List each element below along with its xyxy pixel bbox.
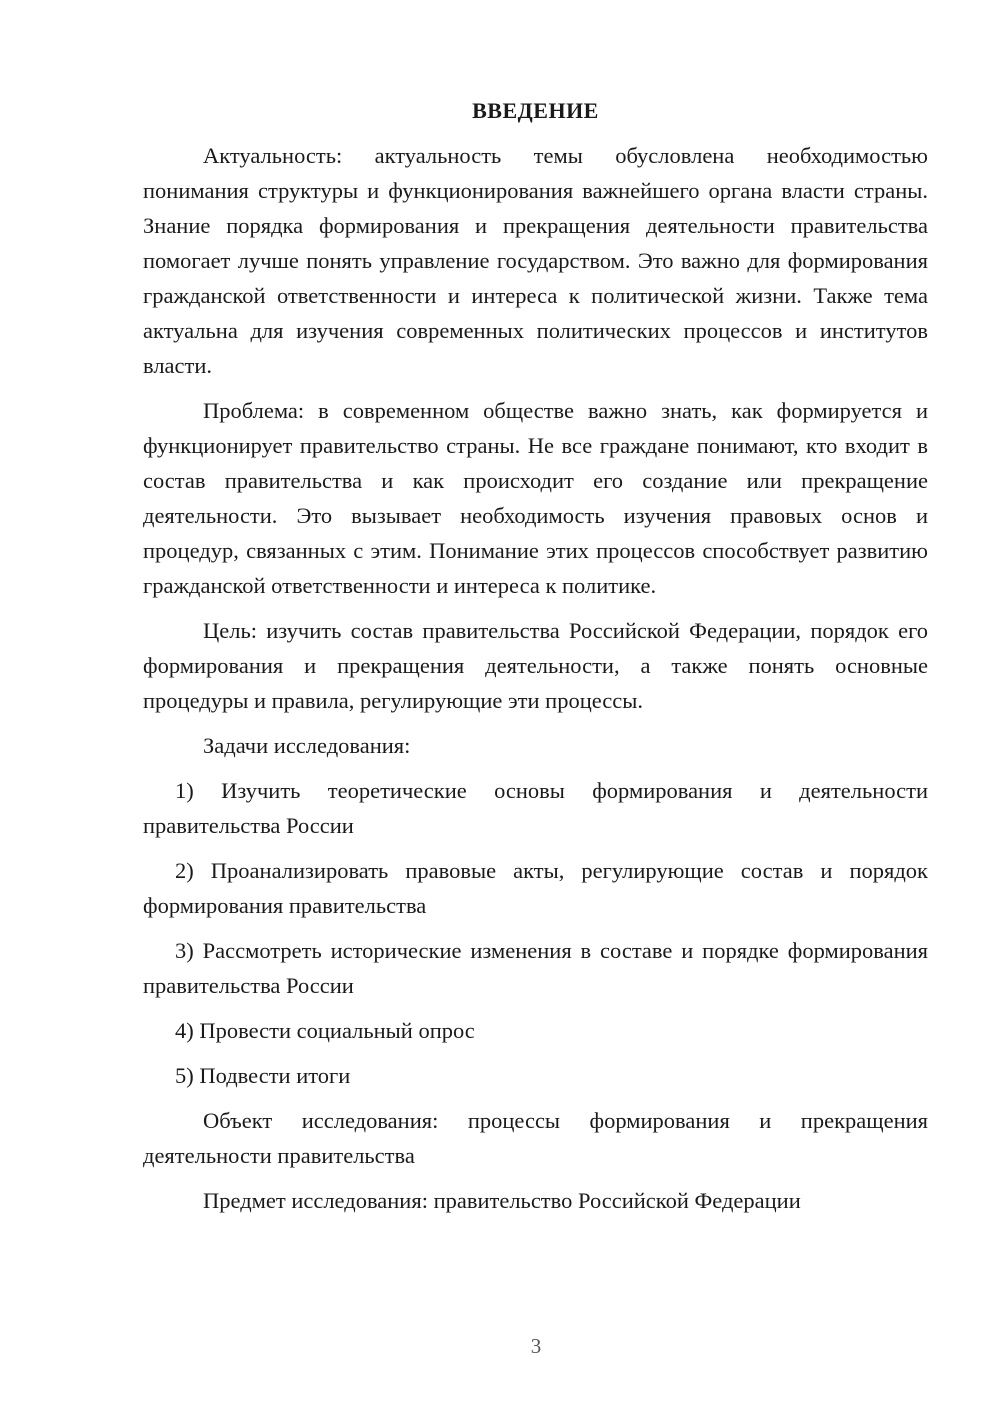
page-title: ВВЕДЕНИЕ bbox=[472, 98, 599, 123]
object-paragraph: Объект исследования: процессы формирования и прекращения деятельности правительства bbox=[143, 1108, 928, 1168]
subject-paragraph: Предмет исследования: правительство Российской Федерации bbox=[203, 1188, 801, 1213]
problem-paragraph: Проблема: в современном обществе важно знать, как формируется и функционирует правительство страны. Не все граждане понимают, кто входит в состав правительства и как происходит его создание или прекращение деятельности. Это вызывает необходимость изучения правовых основ и процедур, связанных с этим. Понимание этих процессов способствует развитию гражданской ответственности и интереса к политике. bbox=[143, 398, 928, 598]
task-item: 4) Провести социальный опрос bbox=[175, 1018, 475, 1043]
page-number: 3 bbox=[530, 1334, 542, 1358]
task-item: 2) Проанализировать правовые акты, регулирующие состав и порядок формирования правительства bbox=[143, 858, 928, 918]
goal-paragraph: Цель: изучить состав правительства Российской Федерации, порядок его формирования и прекращения деятельности, а также понять основные процедуры и правила, регулирующие эти процессы. bbox=[143, 618, 928, 713]
task-item: 3) Рассмотреть исторические изменения в составе и порядке формирования правительства России bbox=[143, 938, 928, 998]
tasks-heading: Задачи исследования: bbox=[203, 733, 411, 758]
relevance-paragraph: Актуальность: актуальность темы обусловлена необходимостью понимания структуры и функционирования важнейшего органа власти страны. Знание порядка формирования и прекращения деятельности правительства помогает лучше понять управление государством. Это важно для формирования гражданской ответственности и интереса к политической жизни. Также тема актуальна для изучения современных политических процессов и институтов власти. bbox=[143, 143, 928, 378]
task-item: 5) Подвести итоги bbox=[175, 1063, 351, 1088]
page-content bbox=[143, 93, 928, 1228]
task-item: 1) Изучить теоретические основы формирования и деятельности правительства России bbox=[143, 778, 928, 838]
